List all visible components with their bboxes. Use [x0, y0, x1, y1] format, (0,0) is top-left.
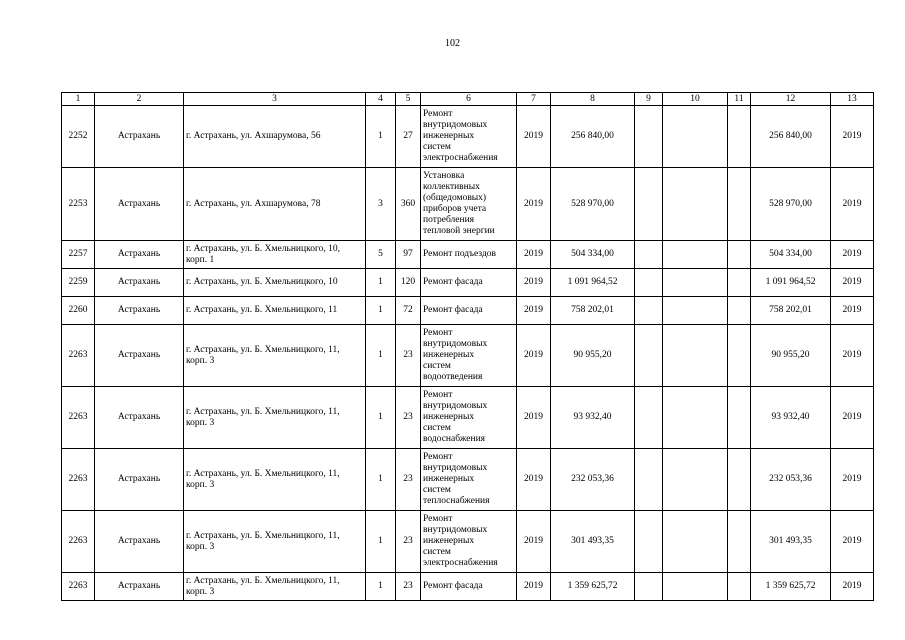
table-row [62, 325, 874, 387]
cost-cell: 93 932,40 [551, 387, 635, 449]
col4-cell: 1 [366, 449, 396, 511]
work-type-line: Ремонт фасада [423, 277, 483, 287]
column-header: 10 [663, 93, 728, 106]
col10-cell [663, 297, 728, 325]
col10-cell [663, 387, 728, 449]
col11-cell [728, 325, 751, 387]
year-cell: 2019 [517, 297, 551, 325]
table-body [62, 106, 874, 601]
year-cell: 2019 [517, 168, 551, 241]
work-type-line: систем [423, 485, 451, 495]
address-cell: г. Астрахань, ул. Б. Хмельницкого, 11, корп. 3 [184, 573, 366, 601]
row-id-cell: 2263 [62, 325, 95, 387]
total-cell: 90 955,20 [751, 325, 831, 387]
work-type-line: внутридомовых [423, 339, 488, 349]
col9-cell [635, 573, 663, 601]
work-type-line: систем [423, 142, 451, 152]
total-cell: 504 334,00 [751, 241, 831, 269]
work-type-line: инженерных [423, 474, 475, 484]
row-id-cell: 2260 [62, 297, 95, 325]
cost-cell: 301 493,35 [551, 511, 635, 573]
table-row [62, 297, 874, 325]
work-type-line: внутридомовых [423, 525, 488, 535]
work-type-line: (общедомовых) [423, 193, 487, 203]
col11-cell [728, 297, 751, 325]
year-cell: 2019 [517, 269, 551, 297]
work-type-line: систем [423, 361, 451, 371]
column-header: 1 [62, 93, 95, 106]
work-type-line: Ремонт [423, 514, 453, 524]
row-id-cell: 2263 [62, 387, 95, 449]
col11-cell [728, 106, 751, 168]
col10-cell [663, 325, 728, 387]
col4-cell: 1 [366, 297, 396, 325]
col4-cell: 5 [366, 241, 396, 269]
year-cell: 2019 [517, 387, 551, 449]
work-type-line: систем [423, 547, 451, 557]
address-cell: г. Астрахань, ул. Б. Хмельницкого, 11, корп. 3 [184, 325, 366, 387]
address-cell: г. Астрахань, ул. Б. Хмельницкого, 10, корп. 1 [184, 241, 366, 269]
col4-cell: 1 [366, 511, 396, 573]
col9-cell [635, 168, 663, 241]
col4-cell: 1 [366, 573, 396, 601]
work-type-cell [421, 241, 517, 269]
col10-cell [663, 241, 728, 269]
col5-cell: 23 [396, 387, 421, 449]
end-year-cell: 2019 [831, 449, 874, 511]
work-type-cell [421, 297, 517, 325]
col9-cell [635, 297, 663, 325]
work-type-line: Ремонт [423, 109, 453, 119]
column-header: 2 [95, 93, 184, 106]
cost-cell: 232 053,36 [551, 449, 635, 511]
work-type-cell [421, 325, 517, 387]
col10-cell [663, 269, 728, 297]
col9-cell [635, 449, 663, 511]
col9-cell [635, 325, 663, 387]
table-row [62, 168, 874, 241]
table-row [62, 106, 874, 168]
work-type-line: Ремонт фасада [423, 305, 483, 315]
table-row [62, 573, 874, 601]
city-cell: Астрахань [95, 325, 184, 387]
row-id-cell: 2263 [62, 511, 95, 573]
end-year-cell: 2019 [831, 168, 874, 241]
header-row [62, 93, 874, 106]
address-cell: г. Астрахань, ул. Б. Хмельницкого, 11 [184, 297, 366, 325]
column-header: 13 [831, 93, 874, 106]
city-cell: Астрахань [95, 269, 184, 297]
work-type-line: теплоснабжения [423, 496, 490, 506]
total-cell: 256 840,00 [751, 106, 831, 168]
col5-cell: 23 [396, 325, 421, 387]
year-cell: 2019 [517, 449, 551, 511]
col4-cell: 1 [366, 269, 396, 297]
cost-cell: 90 955,20 [551, 325, 635, 387]
work-type-cell [421, 106, 517, 168]
work-type-line: водоотведения [423, 372, 483, 382]
end-year-cell: 2019 [831, 241, 874, 269]
work-type-cell [421, 449, 517, 511]
total-cell: 93 932,40 [751, 387, 831, 449]
year-cell: 2019 [517, 573, 551, 601]
table-row [62, 269, 874, 297]
work-type-cell [421, 511, 517, 573]
total-cell: 528 970,00 [751, 168, 831, 241]
cost-cell: 528 970,00 [551, 168, 635, 241]
work-type-line: внутридомовых [423, 463, 488, 473]
city-cell: Астрахань [95, 297, 184, 325]
row-id-cell: 2252 [62, 106, 95, 168]
row-id-cell: 2259 [62, 269, 95, 297]
col11-cell [728, 269, 751, 297]
table-row [62, 387, 874, 449]
year-cell: 2019 [517, 325, 551, 387]
work-type-line: Ремонт фасада [423, 581, 483, 591]
cost-cell: 256 840,00 [551, 106, 635, 168]
address-cell: г. Астрахань, ул. Ахшарумова, 56 [184, 106, 366, 168]
city-cell: Астрахань [95, 449, 184, 511]
work-type-line: инженерных [423, 536, 475, 546]
year-cell: 2019 [517, 241, 551, 269]
col5-cell: 23 [396, 449, 421, 511]
work-type-cell [421, 168, 517, 241]
city-cell: Астрахань [95, 387, 184, 449]
end-year-cell: 2019 [831, 106, 874, 168]
table-row [62, 241, 874, 269]
work-type-line: инженерных [423, 131, 475, 141]
end-year-cell: 2019 [831, 325, 874, 387]
column-header: 5 [396, 93, 421, 106]
col5-cell: 120 [396, 269, 421, 297]
city-cell: Астрахань [95, 573, 184, 601]
col4-cell: 3 [366, 168, 396, 241]
work-type-line: инженерных [423, 412, 475, 422]
total-cell: 1 359 625,72 [751, 573, 831, 601]
work-type-line: внутридомовых [423, 120, 488, 130]
row-id-cell: 2253 [62, 168, 95, 241]
col11-cell [728, 573, 751, 601]
cost-cell: 1 359 625,72 [551, 573, 635, 601]
cost-cell: 758 202,01 [551, 297, 635, 325]
row-id-cell: 2263 [62, 449, 95, 511]
city-cell: Астрахань [95, 168, 184, 241]
end-year-cell: 2019 [831, 387, 874, 449]
work-type-line: внутридомовых [423, 401, 488, 411]
col10-cell [663, 168, 728, 241]
address-cell: г. Астрахань, ул. Б. Хмельницкого, 11, корп. 3 [184, 511, 366, 573]
column-header: 11 [728, 93, 751, 106]
page-number: 102 [445, 38, 460, 49]
end-year-cell: 2019 [831, 573, 874, 601]
col10-cell [663, 573, 728, 601]
row-id-cell: 2263 [62, 573, 95, 601]
row-id-cell: 2257 [62, 241, 95, 269]
total-cell: 232 053,36 [751, 449, 831, 511]
end-year-cell: 2019 [831, 269, 874, 297]
col5-cell: 360 [396, 168, 421, 241]
cost-cell: 504 334,00 [551, 241, 635, 269]
work-type-line: Установка [423, 171, 465, 181]
col9-cell [635, 269, 663, 297]
col9-cell [635, 387, 663, 449]
col5-cell: 27 [396, 106, 421, 168]
work-type-cell [421, 387, 517, 449]
work-type-line: электроснабжения [423, 558, 498, 568]
end-year-cell: 2019 [831, 297, 874, 325]
address-cell: г. Астрахань, ул. Ахшарумова, 78 [184, 168, 366, 241]
city-cell: Астрахань [95, 511, 184, 573]
col10-cell [663, 511, 728, 573]
col11-cell [728, 241, 751, 269]
col5-cell: 23 [396, 511, 421, 573]
work-type-line: инженерных [423, 350, 475, 360]
work-type-line: электроснабжения [423, 153, 498, 163]
address-cell: г. Астрахань, ул. Б. Хмельницкого, 11, корп. 3 [184, 387, 366, 449]
col9-cell [635, 511, 663, 573]
address-cell: г. Астрахань, ул. Б. Хмельницкого, 10 [184, 269, 366, 297]
column-header: 3 [184, 93, 366, 106]
col11-cell [728, 387, 751, 449]
work-type-line: Ремонт [423, 452, 453, 462]
col4-cell: 1 [366, 106, 396, 168]
column-header: 9 [635, 93, 663, 106]
col5-cell: 72 [396, 297, 421, 325]
total-cell: 1 091 964,52 [751, 269, 831, 297]
column-header: 4 [366, 93, 396, 106]
column-header: 6 [421, 93, 517, 106]
column-header: 7 [517, 93, 551, 106]
city-cell: Астрахань [95, 106, 184, 168]
work-type-line: коллективных [423, 182, 480, 192]
col11-cell [728, 449, 751, 511]
work-type-line: водоснабжения [423, 434, 486, 444]
col5-cell: 97 [396, 241, 421, 269]
column-header: 12 [751, 93, 831, 106]
col4-cell: 1 [366, 387, 396, 449]
end-year-cell: 2019 [831, 511, 874, 573]
col10-cell [663, 449, 728, 511]
column-header: 8 [551, 93, 635, 106]
col11-cell [728, 511, 751, 573]
work-type-line: Ремонт [423, 328, 453, 338]
col11-cell [728, 168, 751, 241]
work-type-line: тепловой энергии [423, 226, 495, 236]
total-cell: 301 493,35 [751, 511, 831, 573]
address-cell: г. Астрахань, ул. Б. Хмельницкого, 11, корп. 3 [184, 449, 366, 511]
col5-cell: 23 [396, 573, 421, 601]
year-cell: 2019 [517, 106, 551, 168]
work-type-line: потребления [423, 215, 475, 225]
work-type-line: Ремонт подъездов [423, 249, 497, 259]
city-cell: Астрахань [95, 241, 184, 269]
table-row [62, 449, 874, 511]
work-type-line: Ремонт [423, 390, 453, 400]
col10-cell [663, 106, 728, 168]
cost-cell: 1 091 964,52 [551, 269, 635, 297]
work-type-cell [421, 269, 517, 297]
col4-cell: 1 [366, 325, 396, 387]
year-cell: 2019 [517, 511, 551, 573]
work-type-line: приборов учета [423, 204, 487, 214]
table-row [62, 511, 874, 573]
col9-cell [635, 106, 663, 168]
total-cell: 758 202,01 [751, 297, 831, 325]
work-type-cell [421, 573, 517, 601]
work-type-line: систем [423, 423, 451, 433]
register-table [61, 92, 874, 601]
col9-cell [635, 241, 663, 269]
